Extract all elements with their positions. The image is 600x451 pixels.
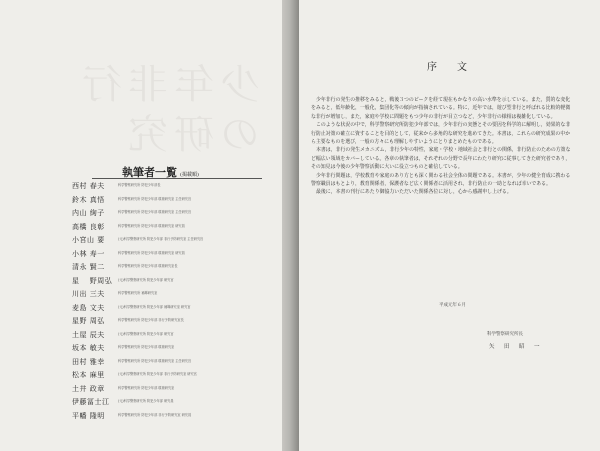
author-name: 坂本 敏夫 <box>72 344 105 352</box>
author-row <box>72 371 277 385</box>
preface-paragraph: 少年非行の発生の推移をみると，戦後３つのピークを経て現在もかなりの高い水準を示している。また，質的な変化をみると，低年齢化，一般化，集団化等の傾向が指摘されている。特に，近年では，遊び型非行と呼ばれる比較的軽微な非行が増加し，また，家庭や学校に問題をもつ少年の非行が目立つなど，少年非行の様相は複雑化している。 <box>311 97 571 120</box>
author-affiliation: 科学警察研究所 防犯少年部 環境研究室 主任研究官 <box>118 210 192 214</box>
author-row <box>72 250 277 264</box>
author-affiliation: 科学警察研究所 防犯少年部 環境研究室 研究員 <box>118 250 185 255</box>
preface-title: 序 文 <box>427 62 472 73</box>
author-name: 松本 麻里 <box>72 371 105 379</box>
author-row <box>72 412 277 426</box>
author-affiliation: 科学警察研究所 防犯少年部長 <box>118 183 161 187</box>
author-name: 星野 周弘 <box>72 317 105 325</box>
author-name: 田村 雅幸 <box>72 357 105 366</box>
author-affiliation: 科学警察研究所 防犯少年部 環境研究室 主任研究官 <box>118 358 192 363</box>
author-name: 小林 寿一 <box>72 249 105 258</box>
contributors-list <box>72 182 277 425</box>
author-name: 麦島 文夫 <box>72 303 105 312</box>
preface-date: 平成元年６月 <box>439 303 466 308</box>
contributors-heading-text: 執筆者一覧 <box>122 166 177 179</box>
author-name: 土屋 辰夫 <box>72 330 105 339</box>
author-affiliation: (元)科学警察研究所 防犯少年部 研究員 <box>118 399 174 403</box>
author-affiliation: (元)科学警察研究所 防犯少年部 補導研究室 研究官 <box>118 304 191 309</box>
author-name: 西村 春夫 <box>72 182 105 190</box>
signer-organization: 科学警察研究所長 <box>487 332 523 337</box>
author-affiliation: (元)科学警察研究所 防犯少年部 非行予防研究室 主任研究官 <box>118 237 204 241</box>
author-row <box>72 358 277 372</box>
preface-paragraph: 最後に，本書の刊行にあたり御協力いただいた関係各位に対し，心から感謝申し上げる。 <box>316 189 512 196</box>
author-affiliation: 科学警察研究所 防犯少年部 環境研究室 研究員 <box>118 223 185 228</box>
author-affiliation: 科学警察研究所 防犯少年部 環境研究室 主任研究官 <box>118 196 192 201</box>
author-affiliation: 科学警察研究所 防犯少年部 環境研究室 <box>118 385 175 390</box>
author-row <box>72 344 277 358</box>
author-row <box>72 182 277 196</box>
author-affiliation: (元)科学警察研究所 防犯少年部 研究官 <box>118 331 174 336</box>
book-gutter <box>282 0 299 451</box>
signer-name: 矢 田 昭 一 <box>489 344 542 350</box>
preface-paragraph: このような状況の中で，科学警察研究所防犯少年部では，少年非行の実態とその要因を科学的に解明し，効果的な非行防止対策の確立に資することを目的として，従来から多角的な研究を進めてきた。本書は，これらの研究成果の中から主要なものを選び，一般の方々にも理解しやすいようにとりまとめたものである。 <box>311 122 571 146</box>
author-row <box>72 277 277 291</box>
author-row <box>72 236 277 250</box>
show-through-text: 少年非行 の研究 <box>76 62 260 158</box>
author-name: 土井 政章 <box>72 384 105 393</box>
heading-rule <box>92 178 262 179</box>
contributors-heading-note: (掲載順) <box>180 172 199 178</box>
author-name: 川出 三夫 <box>72 290 105 298</box>
author-name: 高橋 良彰 <box>72 222 105 231</box>
author-affiliation: (元)科学警察研究所 防犯少年部 研究官 <box>118 277 174 282</box>
author-name: 内山 絢子 <box>72 209 105 217</box>
preface-paragraph: 本書は，非行の発生メカニズム，非行少年の特性，家庭・学校・地域社会と非行との関係，非行防止のための方策など幅広い領域をカバーしている。各章の執筆者は，それぞれの分野で長年にわたり研究に従事してきた研究者であり，その知見は今後の少年警察活動に大いに役立つものと確信している。 <box>311 147 571 171</box>
author-row <box>72 317 277 331</box>
author-row <box>72 209 277 223</box>
left-page <box>0 0 283 451</box>
author-row <box>72 290 277 304</box>
author-affiliation: 科学警察研究所 防犯少年部 環境研究室 <box>118 345 175 349</box>
preface-body <box>311 96 574 197</box>
author-name: 清永 賢二 <box>72 263 105 271</box>
author-name: 伊藤冨士江 <box>72 398 110 406</box>
author-affiliation: 科学警察研究所 防犯少年部 非行予防研究室 研究員 <box>118 412 192 417</box>
author-name: 星 野周弘 <box>72 276 113 285</box>
author-row <box>72 385 277 399</box>
author-affiliation: (元)科学警察研究所 防犯少年部 非行予防研究室 研究官 <box>118 372 197 376</box>
author-affiliation: 科学警察研究所 補導研究室 <box>118 291 158 295</box>
author-name: 鈴木 真悟 <box>72 195 105 204</box>
author-row <box>72 398 277 412</box>
author-name: 小宮山 要 <box>72 236 105 244</box>
author-row <box>72 304 277 318</box>
author-affiliation: 科学警察研究所 防犯少年部 環境研究室長 <box>118 264 178 268</box>
author-affiliation: 科学警察研究所 防犯少年部 非行予防研究室長 <box>118 318 184 322</box>
author-row <box>72 223 277 237</box>
right-page <box>299 0 600 451</box>
author-row <box>72 196 277 210</box>
preface-paragraph: 少年非行問題は，学校教育や家庭のあり方とも深く関わる社会全体の問題である。本書が，少年の健全育成に携わる警察職員はもとより，教育関係者，保護者など広く関係者に活用され，非行防止の一助となれば幸いである。 <box>311 172 571 188</box>
author-name: 平幡 隆明 <box>72 411 105 420</box>
author-row <box>72 331 277 345</box>
author-row <box>72 263 277 277</box>
